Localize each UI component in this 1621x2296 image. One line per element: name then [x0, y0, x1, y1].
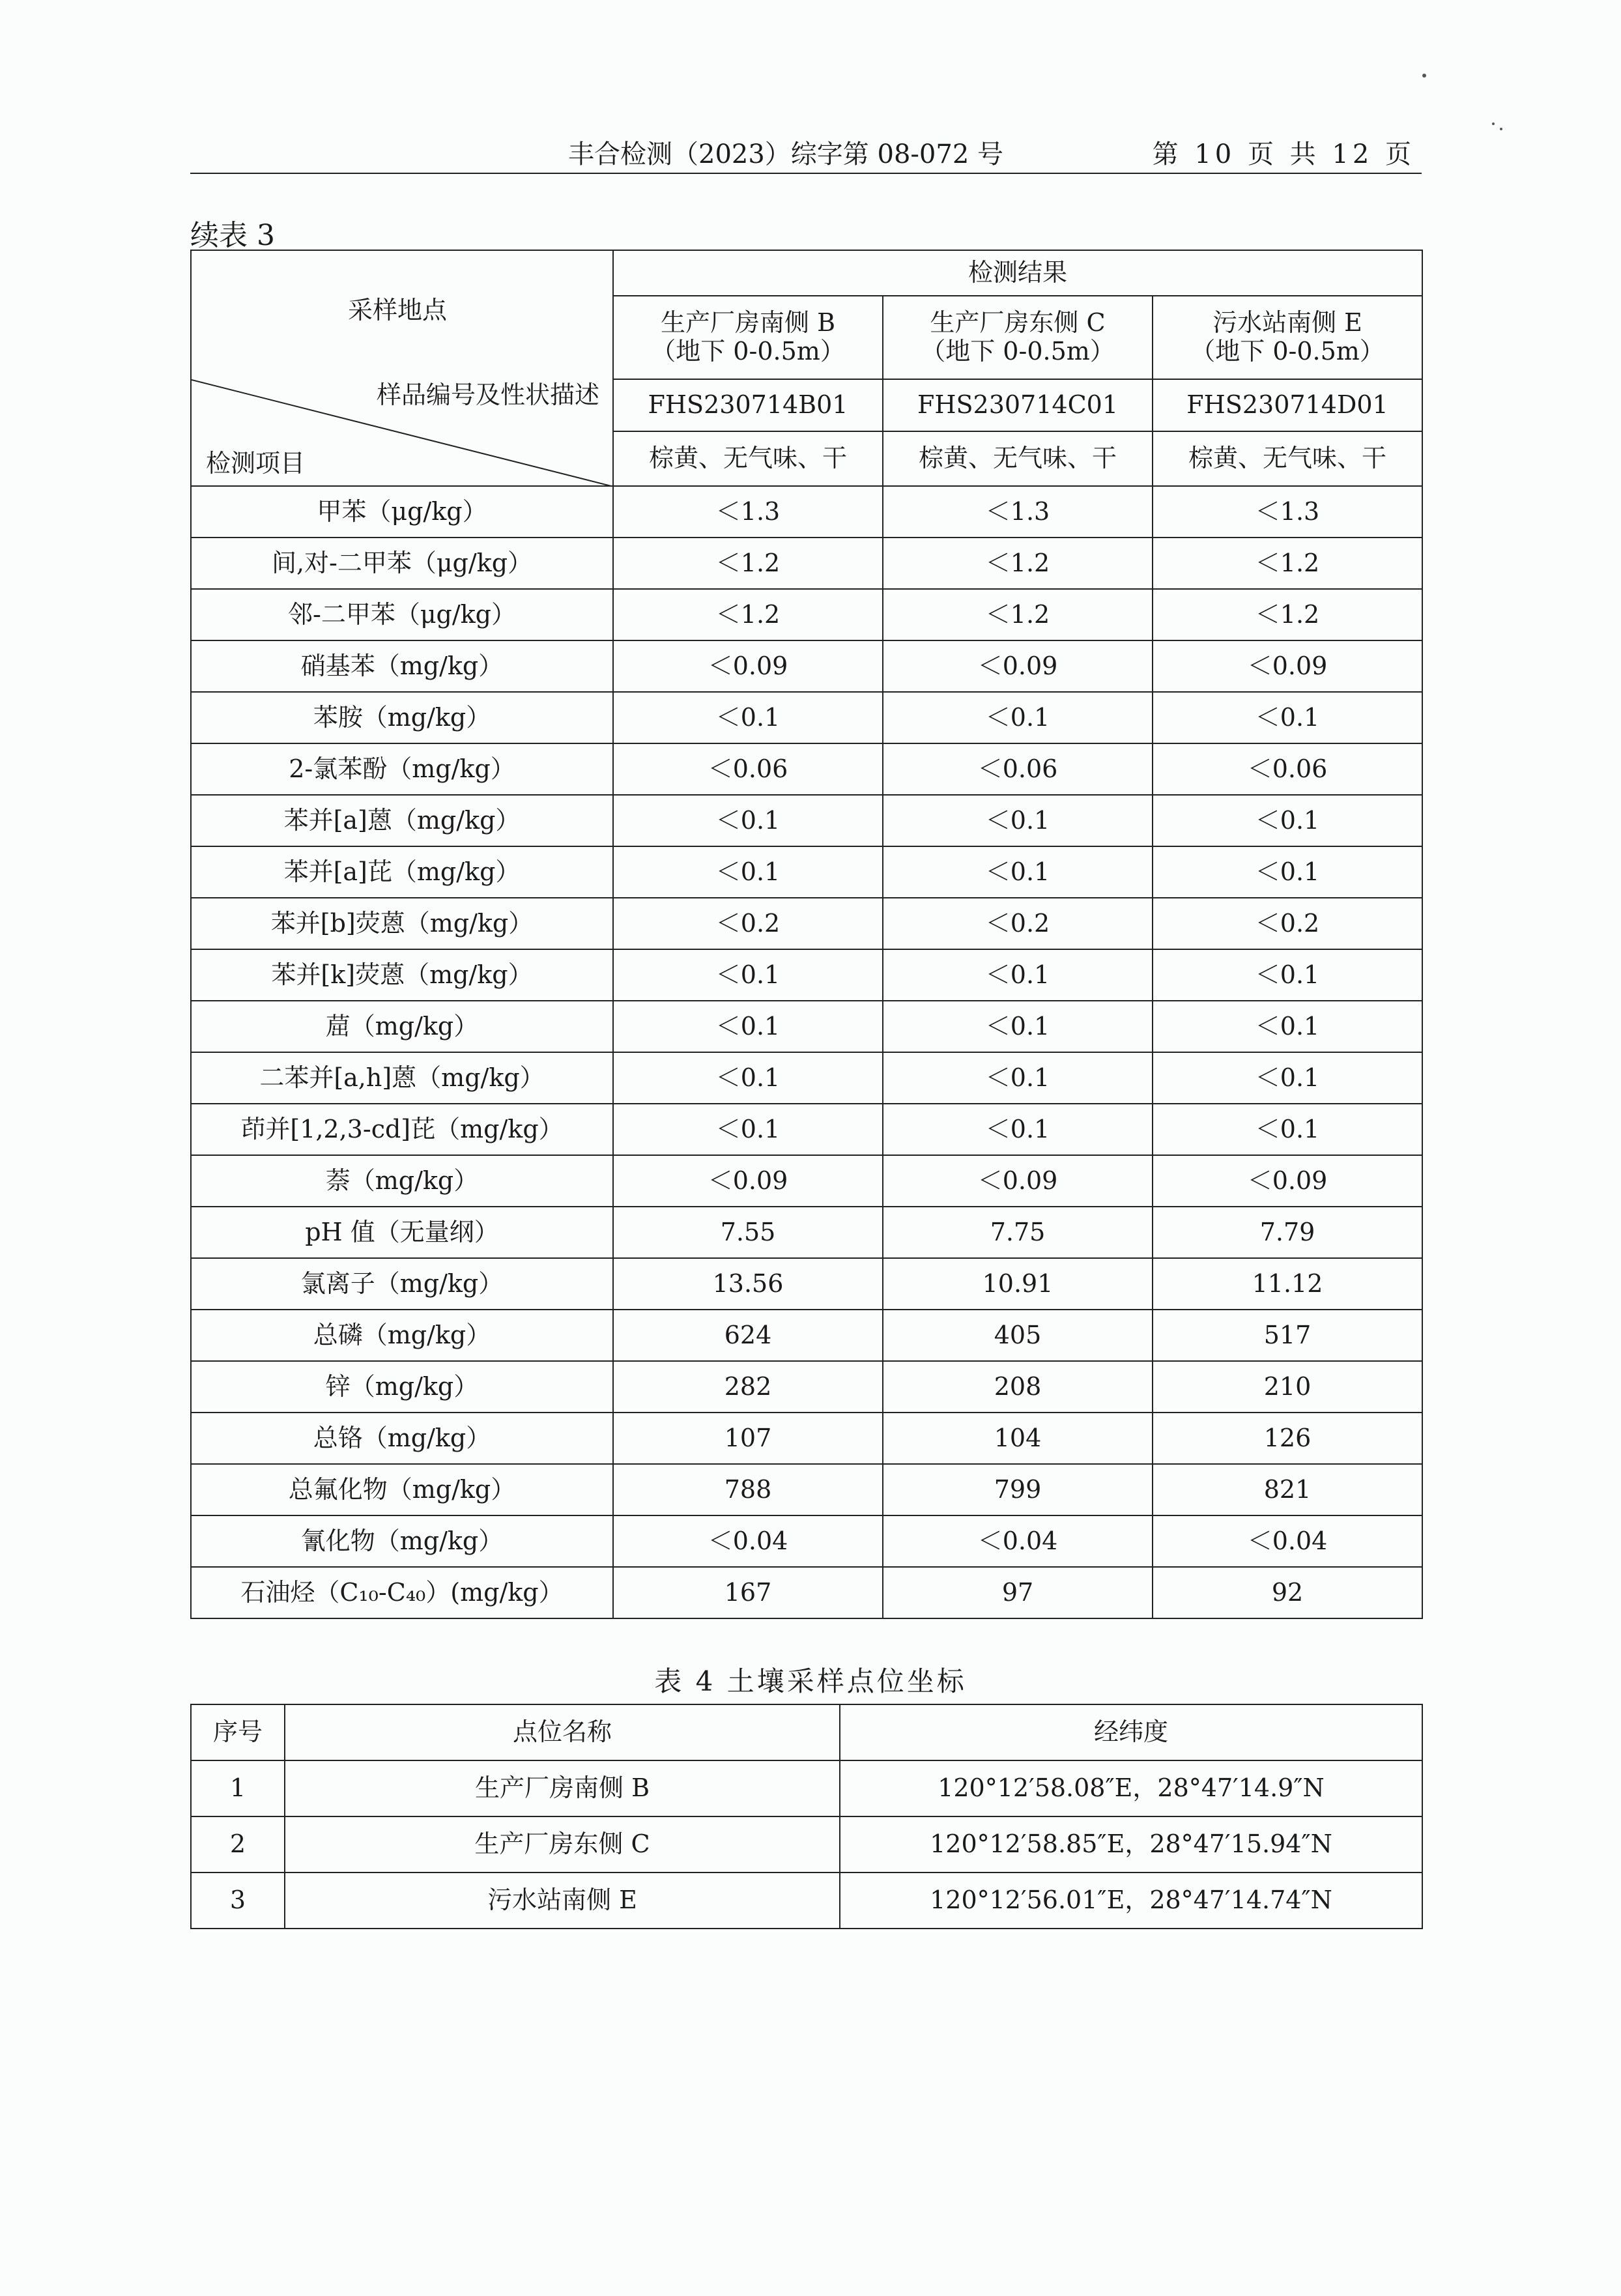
sample-id: FHS230714D01 [1153, 379, 1422, 431]
result-value: ＜0.1 [613, 1104, 883, 1155]
result-value: 799 [883, 1464, 1153, 1515]
table-row [191, 898, 1422, 949]
test-item: 邻-二甲苯（μg/kg） [191, 589, 613, 640]
result-value: 10.91 [883, 1258, 1153, 1310]
site-name: 污水站南侧 E [285, 1873, 840, 1929]
result-value: ＜1.2 [1153, 538, 1422, 589]
result-value: ＜0.04 [883, 1515, 1153, 1567]
table-row [191, 1816, 1422, 1873]
result-value: 126 [1153, 1413, 1422, 1464]
table-row [191, 743, 1422, 795]
test-item: 锌（mg/kg） [191, 1361, 613, 1413]
result-value: ＜0.1 [1153, 1104, 1422, 1155]
result-value: ＜0.04 [1153, 1515, 1422, 1567]
result-value: 104 [883, 1413, 1153, 1464]
test-item: 氰化物（mg/kg） [191, 1515, 613, 1567]
result-value: ＜1.2 [613, 589, 883, 640]
site-name: 生产厂房东侧 C [285, 1816, 840, 1873]
result-value: ＜0.04 [613, 1515, 883, 1567]
result-value: ＜0.2 [1153, 898, 1422, 949]
table-row [191, 1207, 1422, 1258]
result-value: 7.75 [883, 1207, 1153, 1258]
result-value: ＜0.1 [613, 1052, 883, 1104]
sample-id: FHS230714C01 [883, 379, 1153, 431]
result-value: ＜0.09 [883, 640, 1153, 692]
results-table [190, 250, 1423, 1619]
results-header: 检测结果 [613, 250, 1422, 296]
result-value: ＜0.09 [1153, 640, 1422, 692]
result-value: ＜0.2 [613, 898, 883, 949]
result-value: 517 [1153, 1310, 1422, 1361]
test-item: 二苯并[a,h]蒽（mg/kg） [191, 1052, 613, 1104]
sample-id: FHS230714B01 [613, 379, 883, 431]
result-value: 92 [1153, 1567, 1422, 1618]
table-row [191, 1310, 1422, 1361]
result-value: 97 [883, 1567, 1153, 1618]
result-value: 13.56 [613, 1258, 883, 1310]
result-value: ＜0.1 [883, 692, 1153, 743]
test-item: 总氟化物（mg/kg） [191, 1464, 613, 1515]
corner-site-label: 采样地点 [348, 296, 448, 324]
table-row [191, 846, 1422, 898]
coordinates: 120°12′58.08″E，28°47′14.9″N [840, 1760, 1422, 1816]
sample-desc: 棕黄、无气味、干 [883, 431, 1153, 486]
site-name: 生产厂房南侧 B [285, 1760, 840, 1816]
result-value: ＜0.1 [1153, 795, 1422, 846]
row-number: 1 [191, 1760, 285, 1816]
result-value: 788 [613, 1464, 883, 1515]
result-value: ＜0.1 [613, 949, 883, 1001]
test-item: 总铬（mg/kg） [191, 1413, 613, 1464]
result-value: 208 [883, 1361, 1153, 1413]
test-item: 硝基苯（mg/kg） [191, 640, 613, 692]
table3-caption: 续表 3 [190, 219, 275, 252]
result-value: ＜0.09 [613, 640, 883, 692]
corner-desc-label: 样品编号及性状描述 [376, 380, 599, 409]
result-value: ＜0.2 [883, 898, 1153, 949]
coordinates-table [190, 1704, 1423, 1929]
result-value: 107 [613, 1413, 883, 1464]
test-item: 䓛（mg/kg） [191, 1001, 613, 1052]
table-row [191, 538, 1422, 589]
result-value: 821 [1153, 1464, 1422, 1515]
scan-speck [1492, 122, 1495, 125]
table-row [191, 1001, 1422, 1052]
result-value: ＜1.2 [883, 538, 1153, 589]
test-item: 2-氯苯酚（mg/kg） [191, 743, 613, 795]
result-value: ＜0.06 [1153, 743, 1422, 795]
coordinates: 120°12′58.85″E，28°47′15.94″N [840, 1816, 1422, 1873]
result-value: ＜0.1 [883, 1104, 1153, 1155]
result-value: ＜0.1 [1153, 692, 1422, 743]
result-value: ＜0.1 [1153, 1052, 1422, 1104]
table-row [191, 640, 1422, 692]
result-value: 11.12 [1153, 1258, 1422, 1310]
column-header: 点位名称 [285, 1704, 840, 1760]
page-info: 第 10 页 共 12 页 [1152, 139, 1415, 169]
site-header: 污水站南侧 E （地下 0-0.5m） [1153, 296, 1422, 379]
test-item: 氯离子（mg/kg） [191, 1258, 613, 1310]
result-value: 7.55 [613, 1207, 883, 1258]
report-header [190, 134, 1422, 174]
result-value: 405 [883, 1310, 1153, 1361]
test-item: 苯并[a]芘（mg/kg） [191, 846, 613, 898]
test-item: 甲苯（μg/kg） [191, 486, 613, 538]
test-item: 石油烃（C₁₀-C₄₀）(mg/kg） [191, 1567, 613, 1618]
result-value: 167 [613, 1567, 883, 1618]
test-item: 茚并[1,2,3-cd]芘（mg/kg） [191, 1104, 613, 1155]
result-value: ＜0.06 [613, 743, 883, 795]
result-value: ＜0.1 [1153, 1001, 1422, 1052]
row-number: 2 [191, 1816, 285, 1873]
result-value: ＜0.09 [883, 1155, 1153, 1207]
result-value: ＜0.06 [883, 743, 1153, 795]
test-item: pH 值（无量纲） [191, 1207, 613, 1258]
scan-speck [1500, 128, 1502, 130]
site-header: 生产厂房东侧 C （地下 0-0.5m） [883, 296, 1153, 379]
report-number: 丰合检测（2023）综字第 08-072 号 [568, 139, 1003, 169]
result-value: 624 [613, 1310, 883, 1361]
result-value: ＜1.2 [1153, 589, 1422, 640]
test-item: 苯并[a]蒽（mg/kg） [191, 795, 613, 846]
test-item: 萘（mg/kg） [191, 1155, 613, 1207]
test-item: 苯胺（mg/kg） [191, 692, 613, 743]
result-value: ＜0.1 [883, 949, 1153, 1001]
result-value: ＜0.1 [613, 692, 883, 743]
result-value: 210 [1153, 1361, 1422, 1413]
table-row [191, 1258, 1422, 1310]
table-row [191, 589, 1422, 640]
site-header: 生产厂房南侧 B （地下 0-0.5m） [613, 296, 883, 379]
table-row [191, 1155, 1422, 1207]
test-item: 总磷（mg/kg） [191, 1310, 613, 1361]
result-value: ＜1.3 [1153, 486, 1422, 538]
table-row [191, 1413, 1422, 1464]
test-item: 苯并[b]荧蒽（mg/kg） [191, 898, 613, 949]
result-value: ＜0.1 [883, 1001, 1153, 1052]
table-row [191, 1361, 1422, 1413]
table-row [191, 1567, 1422, 1618]
result-value: ＜1.3 [613, 486, 883, 538]
result-value: ＜1.2 [883, 589, 1153, 640]
result-value: ＜0.1 [883, 846, 1153, 898]
test-item: 苯并[k]荧蒽（mg/kg） [191, 949, 613, 1001]
result-value: ＜0.1 [613, 795, 883, 846]
result-value: ＜1.2 [613, 538, 883, 589]
table-row [191, 1104, 1422, 1155]
result-value: 7.79 [1153, 1207, 1422, 1258]
result-value: ＜1.3 [883, 486, 1153, 538]
column-header: 经纬度 [840, 1704, 1422, 1760]
table-row [191, 692, 1422, 743]
coordinates: 120°12′56.01″E，28°47′14.74″N [840, 1873, 1422, 1929]
column-header: 序号 [191, 1704, 285, 1760]
table4-title: 表 4 土壤采样点位坐标 [654, 1665, 967, 1697]
scan-speck [1422, 74, 1426, 78]
table-row [191, 795, 1422, 846]
result-value: ＜0.1 [1153, 949, 1422, 1001]
table-row [191, 1760, 1422, 1816]
table-row [191, 1515, 1422, 1567]
result-value: ＜0.1 [883, 1052, 1153, 1104]
result-value: ＜0.09 [1153, 1155, 1422, 1207]
sample-desc: 棕黄、无气味、干 [613, 431, 883, 486]
result-value: ＜0.1 [613, 846, 883, 898]
result-value: ＜0.09 [613, 1155, 883, 1207]
table-row [191, 1464, 1422, 1515]
table-row [191, 949, 1422, 1001]
test-item: 间,对-二甲苯（μg/kg） [191, 538, 613, 589]
row-number: 3 [191, 1873, 285, 1929]
sample-desc: 棕黄、无气味、干 [1153, 431, 1422, 486]
result-value: ＜0.1 [883, 795, 1153, 846]
result-value: ＜0.1 [613, 1001, 883, 1052]
result-value: 282 [613, 1361, 883, 1413]
table-corner-cell [191, 250, 613, 486]
table-row [191, 1052, 1422, 1104]
result-value: ＜0.1 [1153, 846, 1422, 898]
table-row [191, 486, 1422, 538]
table-row [191, 1873, 1422, 1929]
corner-item-label: 检测项目 [206, 449, 306, 478]
